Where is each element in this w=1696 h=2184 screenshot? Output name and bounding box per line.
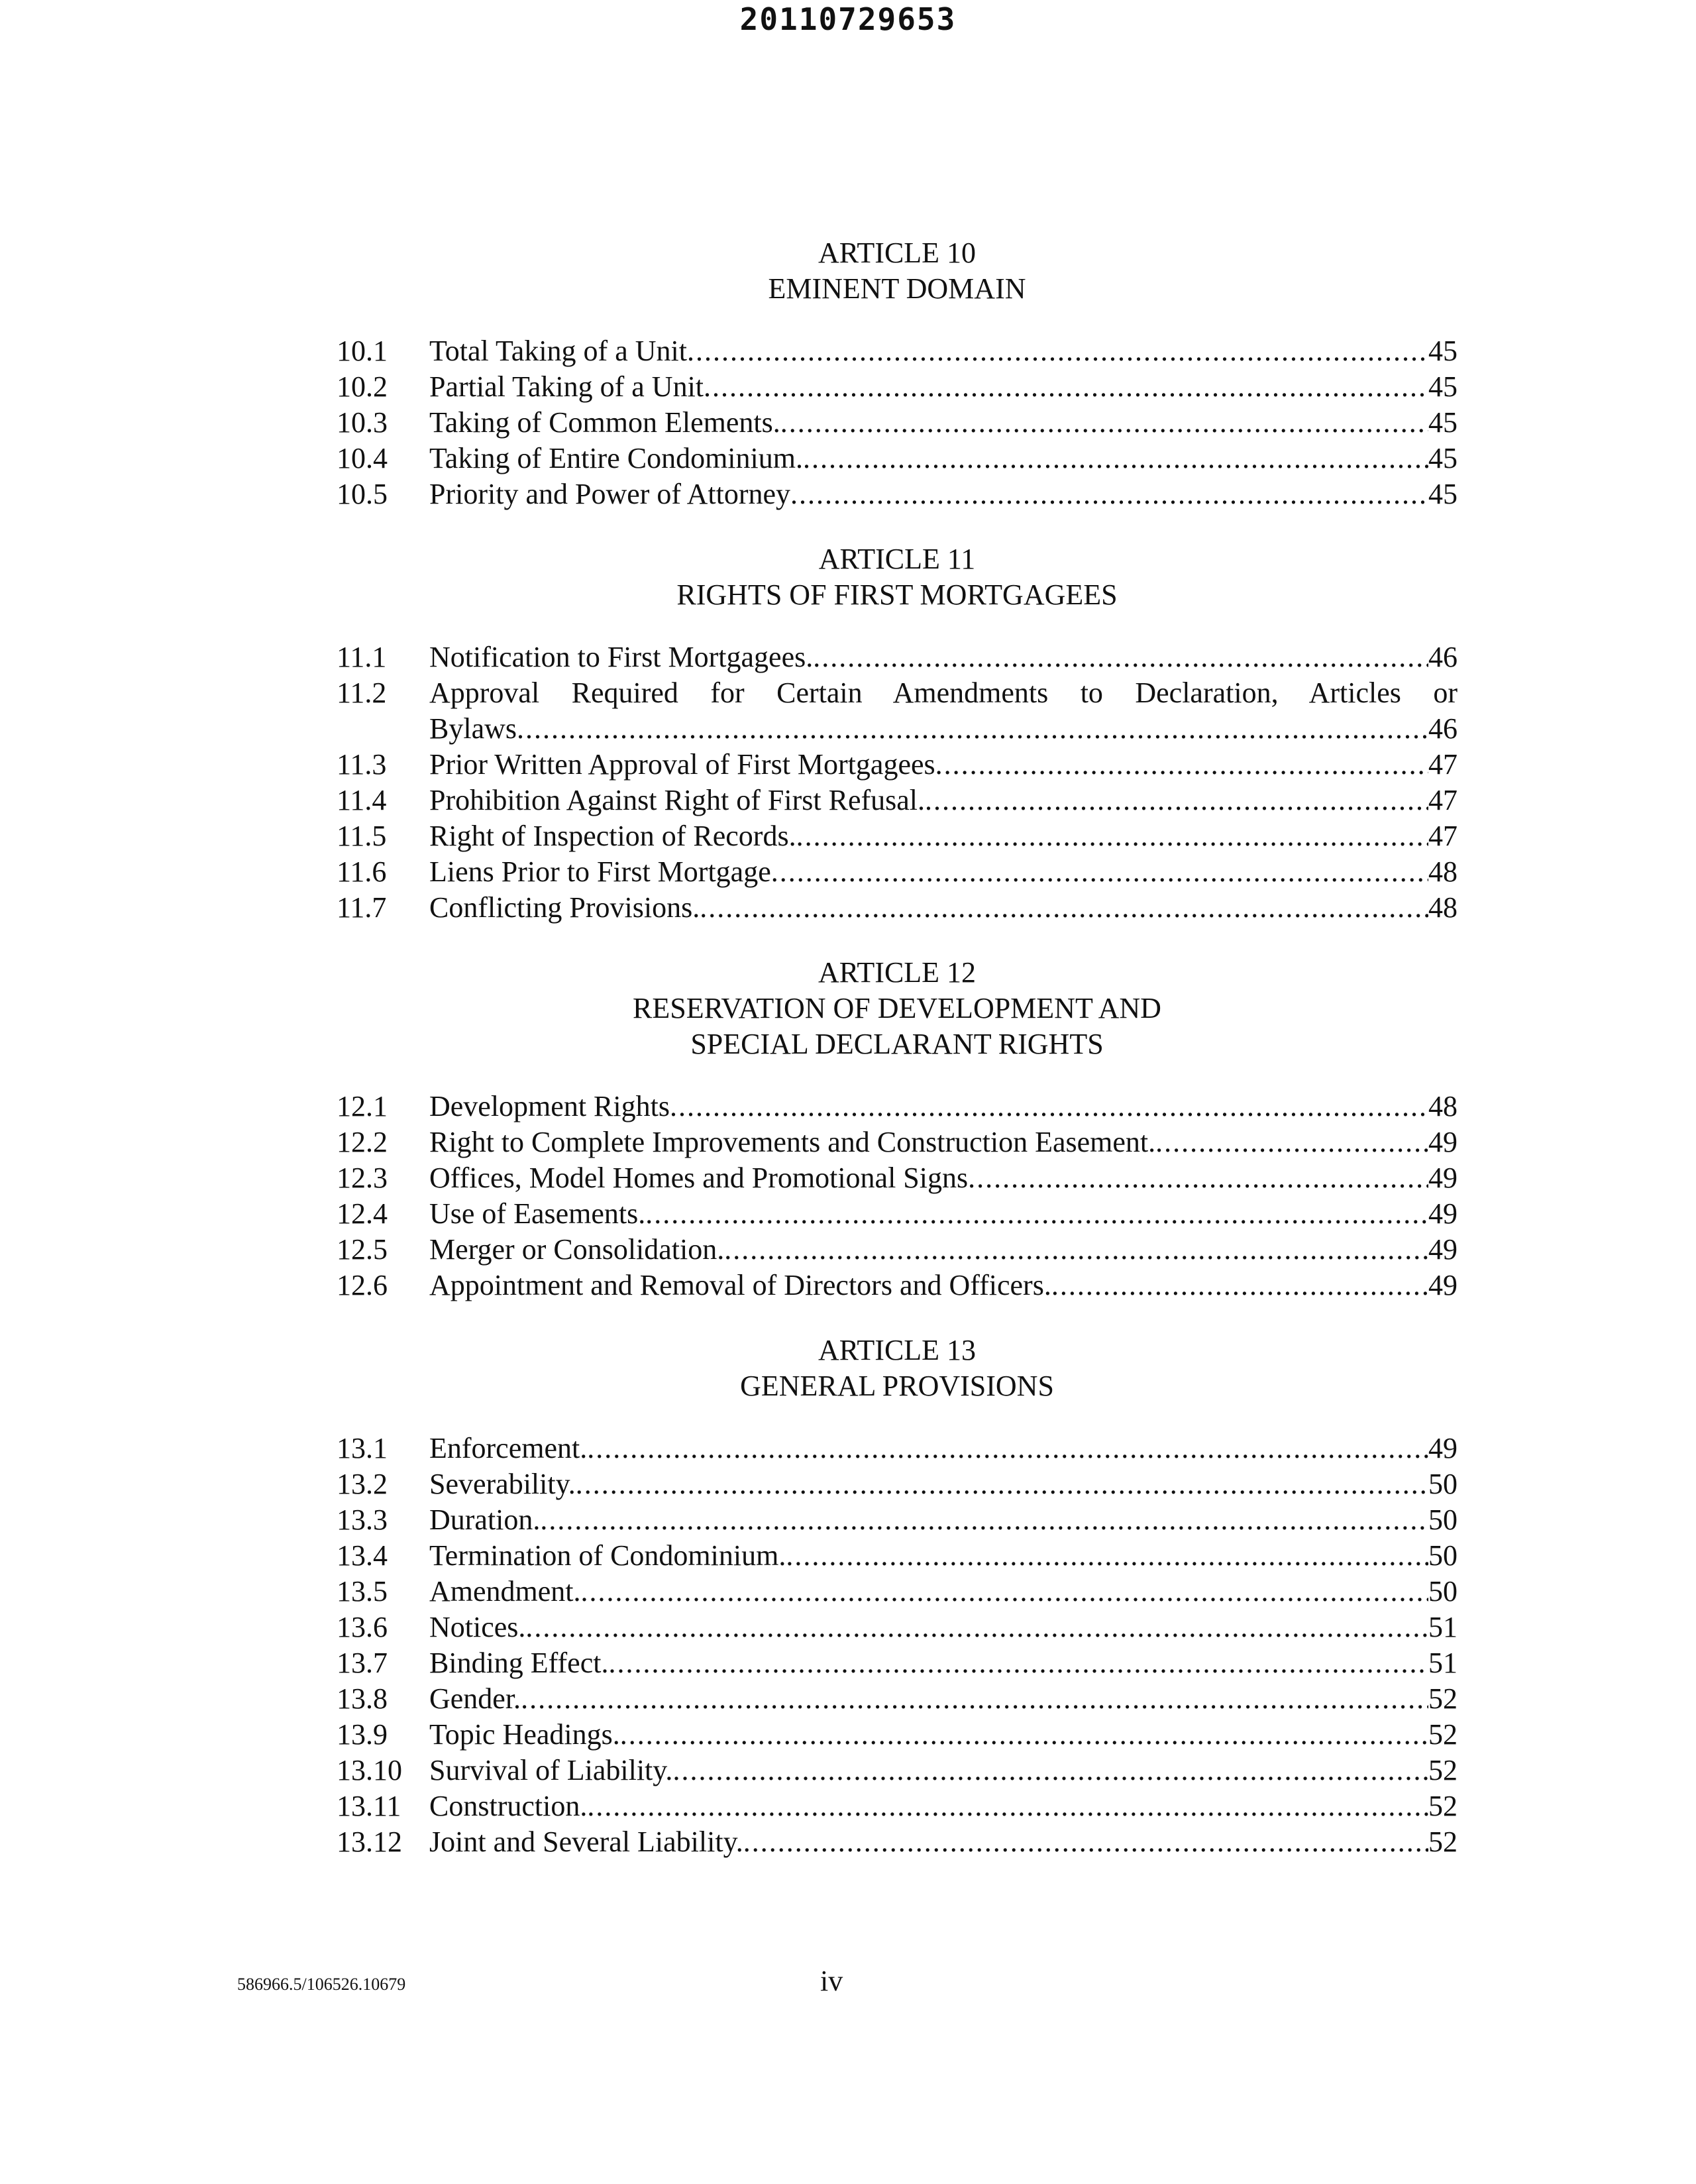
toc-entry xyxy=(337,747,1458,783)
section-title: Binding Effect. xyxy=(429,1647,609,1679)
toc-entry xyxy=(337,1466,1458,1502)
section-number: 13.11 xyxy=(337,1790,401,1822)
section-number: 12.3 xyxy=(337,1162,388,1194)
page-number: 48 xyxy=(1428,1090,1458,1122)
toc-entry xyxy=(337,1645,1458,1681)
section-title: Termination of Condominium. xyxy=(429,1539,786,1572)
page-number: 51 xyxy=(1428,1611,1458,1643)
dot-leader xyxy=(724,1232,1428,1268)
section-title: Taking of Common Elements. xyxy=(429,406,780,439)
page-number: 45 xyxy=(1428,478,1458,510)
section-title: Severability. xyxy=(429,1468,576,1500)
article-title: SPECIAL DECLARANT RIGHTS xyxy=(690,1028,1104,1060)
entry-body xyxy=(429,1574,1458,1610)
footer-page-number: iv xyxy=(820,1965,843,1997)
page-number: 52 xyxy=(1428,1826,1458,1858)
page-number: 50 xyxy=(1428,1575,1458,1608)
section-title: Enforcement. xyxy=(429,1432,588,1464)
dot-leader xyxy=(935,747,1428,783)
entry-body xyxy=(429,1160,1458,1196)
page-number: 45 xyxy=(1428,406,1458,439)
section-title-continuation xyxy=(429,711,1458,747)
section-number: 13.6 xyxy=(337,1611,388,1643)
dot-leader xyxy=(803,441,1428,476)
section-title: Development Rights xyxy=(429,1090,670,1122)
page-number: 52 xyxy=(1428,1754,1458,1786)
entry-body xyxy=(429,1466,1458,1502)
entry-body xyxy=(429,1089,1458,1124)
dot-leader xyxy=(700,890,1428,926)
entry-body xyxy=(429,1645,1458,1681)
section-title: Total Taking of a Unit xyxy=(429,335,687,367)
section-number: 10.5 xyxy=(337,478,388,510)
section-number: 13.3 xyxy=(337,1503,388,1536)
section-title: Right of Inspection of Records. xyxy=(429,820,796,852)
section-number: 12.4 xyxy=(337,1197,388,1230)
toc-entry xyxy=(337,1753,1458,1788)
toc-entries xyxy=(337,1431,1458,1860)
dot-leader xyxy=(581,1574,1428,1610)
entry-body xyxy=(429,675,1458,747)
page-number: 50 xyxy=(1428,1468,1458,1500)
page-number: 49 xyxy=(1428,1197,1458,1230)
page-number: 49 xyxy=(1428,1126,1458,1158)
section-number: 13.1 xyxy=(337,1432,388,1464)
section-number: 11.4 xyxy=(337,784,387,816)
entry-body xyxy=(429,1538,1458,1574)
section-title-line: Approval Required for Certain Amendments to Declaration, Articles or xyxy=(429,677,1458,709)
dot-leader xyxy=(608,1645,1428,1681)
page-number: 47 xyxy=(1428,820,1458,852)
entry-body xyxy=(429,405,1458,441)
page-number: 45 xyxy=(1428,442,1458,474)
section-number: 12.6 xyxy=(337,1269,388,1301)
entry-body xyxy=(429,1431,1458,1466)
entry-body xyxy=(429,1610,1458,1645)
article-number: ARTICLE 10 xyxy=(818,237,977,269)
entry-body xyxy=(429,476,1458,512)
toc-entry xyxy=(337,333,1458,369)
section-title: Use of Easements. xyxy=(429,1197,646,1230)
section-number: 11.7 xyxy=(337,891,387,924)
section-number: 10.4 xyxy=(337,442,388,474)
section-title: Partial Taking of a Unit xyxy=(429,370,704,403)
toc-entry xyxy=(337,1538,1458,1574)
page-number: 52 xyxy=(1428,1682,1458,1715)
entry-body xyxy=(429,1717,1458,1753)
dot-leader xyxy=(525,1610,1428,1645)
section-title: Amendment. xyxy=(429,1575,581,1608)
entry-body xyxy=(429,1502,1458,1538)
section-number: 13.2 xyxy=(337,1468,388,1500)
entry-body xyxy=(429,369,1458,405)
page-number: 46 xyxy=(1428,641,1458,673)
dot-leader xyxy=(587,1788,1428,1824)
article-heading xyxy=(337,955,1458,1062)
entry-body xyxy=(429,747,1458,783)
dot-leader xyxy=(796,818,1428,854)
dot-leader xyxy=(780,405,1428,441)
section-title: Joint and Several Liability. xyxy=(429,1826,743,1858)
entry-body xyxy=(429,890,1458,926)
section-title: Survival of Liability. xyxy=(429,1754,673,1786)
dot-leader xyxy=(968,1160,1428,1196)
footer-document-reference: 586966.5/106526.10679 xyxy=(237,1975,406,1994)
article-section xyxy=(337,1333,1458,1860)
page-number: 48 xyxy=(1428,855,1458,888)
section-title: Duration. xyxy=(429,1503,541,1536)
section-number: 12.2 xyxy=(337,1126,388,1158)
entry-body xyxy=(429,333,1458,369)
article-section xyxy=(337,541,1458,926)
dot-leader xyxy=(620,1717,1428,1753)
entry-body xyxy=(429,818,1458,854)
toc-entry xyxy=(337,890,1458,926)
article-section xyxy=(337,235,1458,512)
page-number: 48 xyxy=(1428,891,1458,924)
dot-leader xyxy=(925,783,1428,818)
page-number: 52 xyxy=(1428,1718,1458,1751)
toc-entries xyxy=(337,1089,1458,1303)
entry-body xyxy=(429,783,1458,818)
toc-entry xyxy=(337,476,1458,512)
section-title: Merger or Consolidation. xyxy=(429,1233,725,1266)
section-title: Prohibition Against Right of First Refusal. xyxy=(429,784,926,816)
section-number: 13.7 xyxy=(337,1647,388,1679)
dot-leader xyxy=(540,1502,1428,1538)
section-title: Notification to First Mortgagees. xyxy=(429,641,814,673)
section-number: 13.4 xyxy=(337,1539,388,1572)
dot-leader xyxy=(771,854,1428,890)
toc-entry xyxy=(337,1232,1458,1268)
toc-entries xyxy=(337,639,1458,926)
dot-leader xyxy=(790,476,1428,512)
dot-leader xyxy=(1051,1268,1428,1303)
section-number: 11.5 xyxy=(337,820,387,852)
article-number: ARTICLE 13 xyxy=(818,1334,977,1366)
dot-leader xyxy=(517,711,1428,747)
toc-entry xyxy=(337,1431,1458,1466)
page-number: 49 xyxy=(1428,1233,1458,1266)
entry-body xyxy=(429,1681,1458,1717)
section-number: 13.9 xyxy=(337,1718,388,1751)
article-title: RIGHTS OF FIRST MORTGAGEES xyxy=(676,578,1118,611)
entry-body xyxy=(429,1753,1458,1788)
section-number: 12.1 xyxy=(337,1090,388,1122)
article-heading xyxy=(337,541,1458,613)
article-title: GENERAL PROVISIONS xyxy=(740,1370,1054,1402)
section-number: 10.3 xyxy=(337,406,388,439)
section-title: Right to Complete Improvements and Construction Easement. xyxy=(429,1126,1156,1158)
toc-entry xyxy=(337,1788,1458,1824)
section-title: Gender. xyxy=(429,1682,521,1715)
section-number: 11.3 xyxy=(337,748,387,781)
section-number: 13.8 xyxy=(337,1682,388,1715)
entry-body xyxy=(429,639,1458,675)
toc-entry xyxy=(337,1824,1458,1860)
toc-entry xyxy=(337,441,1458,476)
toc-entry xyxy=(337,1574,1458,1610)
toc-entry xyxy=(337,1124,1458,1160)
toc-entry xyxy=(337,369,1458,405)
toc-entry xyxy=(337,1502,1458,1538)
article-heading xyxy=(337,1333,1458,1404)
dot-leader xyxy=(813,639,1428,675)
page-number: 47 xyxy=(1428,784,1458,816)
article-title: EMINENT DOMAIN xyxy=(768,272,1026,305)
toc-entry xyxy=(337,1196,1458,1232)
dot-leader xyxy=(670,1089,1428,1124)
dot-leader xyxy=(587,1431,1428,1466)
toc-entry xyxy=(337,405,1458,441)
section-number: 11.1 xyxy=(337,641,387,673)
entry-body xyxy=(429,1196,1458,1232)
article-section xyxy=(337,955,1458,1303)
section-title: Taking of Entire Condominium. xyxy=(429,442,803,474)
page-number: 49 xyxy=(1428,1269,1458,1301)
page-number: 50 xyxy=(1428,1539,1458,1572)
page-number: 46 xyxy=(1428,712,1458,745)
section-number: 10.1 xyxy=(337,335,388,367)
dot-leader xyxy=(521,1681,1428,1717)
page-number: 50 xyxy=(1428,1503,1458,1536)
section-title: Priority and Power of Attorney xyxy=(429,478,791,510)
section-title: Topic Headings. xyxy=(429,1718,620,1751)
toc-entry xyxy=(337,854,1458,890)
section-number: 12.5 xyxy=(337,1233,388,1266)
dot-leader xyxy=(743,1824,1428,1860)
entry-body xyxy=(429,854,1458,890)
section-title: Liens Prior to First Mortgage xyxy=(429,855,771,888)
dot-leader xyxy=(687,333,1428,369)
toc-entry xyxy=(337,1610,1458,1645)
toc-entry xyxy=(337,783,1458,818)
page-number: 47 xyxy=(1428,748,1458,781)
toc-entries xyxy=(337,333,1458,512)
entry-body xyxy=(429,1824,1458,1860)
dot-leader xyxy=(576,1466,1428,1502)
toc-entry xyxy=(337,1268,1458,1303)
section-title: Offices, Model Homes and Promotional Signs xyxy=(429,1162,969,1194)
page-number: 49 xyxy=(1428,1162,1458,1194)
dot-leader xyxy=(786,1538,1428,1574)
entry-body xyxy=(429,1124,1458,1160)
article-heading xyxy=(337,235,1458,307)
section-number: 10.2 xyxy=(337,370,388,403)
toc-entry xyxy=(337,675,1458,747)
section-title: Appointment and Removal of Directors and Officers. xyxy=(429,1269,1051,1301)
dot-leader xyxy=(704,369,1428,405)
page-number: 51 xyxy=(1428,1647,1458,1679)
toc-entry xyxy=(337,818,1458,854)
toc-entry xyxy=(337,1681,1458,1717)
toc-entry xyxy=(337,1717,1458,1753)
page-number: 52 xyxy=(1428,1790,1458,1822)
dot-leader xyxy=(1155,1124,1428,1160)
entry-body xyxy=(429,441,1458,476)
section-title: Bylaws xyxy=(429,712,517,745)
article-number: ARTICLE 11 xyxy=(818,543,976,575)
section-title: Prior Written Approval of First Mortgagees xyxy=(429,748,935,781)
section-title: Construction. xyxy=(429,1790,588,1822)
entry-body xyxy=(429,1788,1458,1824)
document-number: 20110729653 xyxy=(739,1,957,37)
page-number: 45 xyxy=(1428,370,1458,403)
article-number: ARTICLE 12 xyxy=(818,956,977,989)
dot-leader xyxy=(672,1753,1428,1788)
toc-entry xyxy=(337,639,1458,675)
section-title: Conflicting Provisions. xyxy=(429,891,700,924)
article-title: RESERVATION OF DEVELOPMENT AND xyxy=(633,992,1161,1024)
page-number: 45 xyxy=(1428,335,1458,367)
toc-entry xyxy=(337,1089,1458,1124)
section-number: 13.12 xyxy=(337,1826,402,1858)
toc-entry xyxy=(337,1160,1458,1196)
entry-body xyxy=(429,1268,1458,1303)
dot-leader xyxy=(645,1196,1428,1232)
page-number: 49 xyxy=(1428,1432,1458,1464)
section-title: Notices. xyxy=(429,1611,526,1643)
entry-body xyxy=(429,1232,1458,1268)
section-number: 13.5 xyxy=(337,1575,388,1608)
table-of-contents xyxy=(337,235,1458,1889)
section-number: 11.6 xyxy=(337,855,387,888)
section-number: 11.2 xyxy=(337,677,387,709)
section-number: 13.10 xyxy=(337,1754,402,1786)
